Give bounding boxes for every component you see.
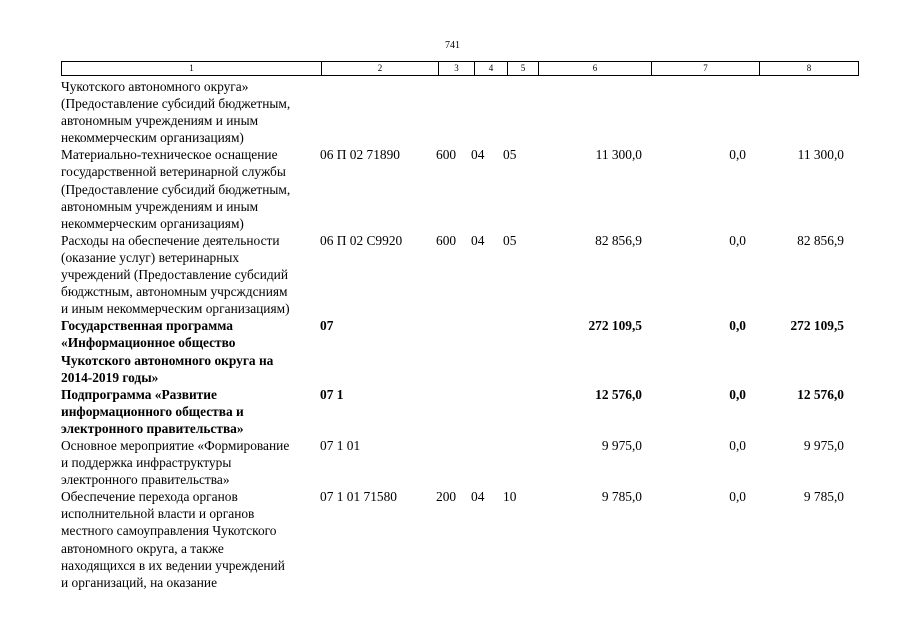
section [471, 317, 503, 385]
amount-total: 11 300,0 [595, 147, 642, 163]
header-col-3: 3 [439, 62, 475, 76]
row-name: Обеспечение перехода органов исполнительной власти и органов местного самоуправления Чукотского автономного округа, а также находящихся в их ведении учреждений и организаций, на оказание [61, 489, 285, 590]
subsection: 05 [503, 147, 517, 163]
header-col-8: 8 [760, 62, 859, 76]
section: 04 [471, 147, 485, 163]
target-article-code: 07 1 [320, 386, 344, 402]
expense-type [436, 437, 471, 488]
header-col-5: 5 [508, 62, 539, 76]
amount-total: 272 109,5 [588, 318, 642, 334]
target-article-code: 07 1 01 [320, 437, 361, 453]
target-article-code: 06 П 02 С9920 [320, 232, 403, 248]
target-article-code [320, 78, 436, 146]
subsection: 05 [503, 232, 517, 248]
row-name: Государственная программа «Информационное общество Чукотского автономного округа на 2014-2019 годы» [61, 318, 274, 385]
amount-total [533, 78, 645, 146]
header-row [62, 62, 859, 76]
row-name: Подпрограмма «Развитие информационного общества и электронного правительства» [61, 386, 244, 436]
table-row [61, 488, 850, 591]
amount-regional [752, 78, 850, 146]
header-col-2: 2 [322, 62, 439, 76]
subsection [503, 317, 533, 385]
expense-type: 600 [436, 232, 457, 248]
expense-type [436, 317, 471, 385]
amount-regional: 12 576,0 [797, 386, 844, 402]
target-article-code: 07 1 01 71580 [320, 489, 397, 505]
section: 04 [471, 489, 485, 505]
header-col-1: 1 [62, 62, 322, 76]
row-name: Материально-техническое оснащение государственной ветеринарной службы (Предоставление субсидий бюджетным, автономным учреждениям и иным некоммерческим организациям) [61, 147, 291, 231]
table-row [61, 232, 850, 317]
table-row [61, 317, 850, 385]
row-name: Чукотского автономного округа» (Предоставление субсидий бюджетным, автономным учреждениям и иным некоммерческим организациям) [61, 79, 291, 146]
section: 04 [471, 232, 485, 248]
expense-type: 200 [436, 489, 457, 505]
header-col-6: 6 [539, 62, 652, 76]
row-name: Основное мероприятие «Формирование и поддержка инфраструктуры электронного правительства» [61, 437, 290, 488]
budget-table [61, 78, 850, 591]
expense-type: 600 [436, 147, 457, 163]
header-col-4: 4 [475, 62, 508, 76]
table-row [61, 78, 850, 146]
amount-regional: 11 300,0 [797, 147, 844, 163]
section [471, 78, 503, 146]
amount-total: 9 785,0 [601, 489, 642, 505]
section [471, 437, 503, 488]
subsection [503, 78, 533, 146]
expense-type [436, 78, 471, 146]
table-body [61, 78, 850, 591]
amount-regional: 82 856,9 [797, 232, 844, 248]
amount-federal: 0,0 [729, 437, 746, 453]
amount-federal: 0,0 [729, 318, 746, 334]
page-number: 741 [445, 40, 460, 51]
amount-federal [645, 78, 752, 146]
column-number-header [61, 61, 859, 76]
subsection: 10 [503, 489, 517, 505]
subsection [503, 437, 533, 488]
subsection [503, 386, 533, 437]
amount-regional: 9 975,0 [803, 437, 844, 453]
amount-regional: 272 109,5 [790, 318, 844, 334]
amount-total: 82 856,9 [595, 232, 642, 248]
amount-federal: 0,0 [729, 489, 746, 505]
row-name: Расходы на обеспечение деятельности (оказание услуг) ветеринарных учреждений (Предоставление субсидий бюджстным, автономным учрсждсниям и иным некоммерческим организациям) [61, 232, 290, 317]
target-article-code: 06 П 02 71890 [320, 147, 400, 163]
expense-type [436, 386, 471, 437]
amount-total: 9 975,0 [601, 437, 642, 453]
header-col-7: 7 [652, 62, 760, 76]
amount-federal: 0,0 [729, 232, 746, 248]
amount-regional: 9 785,0 [803, 489, 844, 505]
amount-federal: 0,0 [729, 386, 746, 402]
target-article-code: 07 [320, 318, 334, 334]
table-row [61, 437, 850, 488]
section [471, 386, 503, 437]
amount-federal: 0,0 [729, 147, 746, 163]
table-row [61, 146, 850, 231]
table-row [61, 386, 850, 437]
amount-total: 12 576,0 [595, 386, 642, 402]
